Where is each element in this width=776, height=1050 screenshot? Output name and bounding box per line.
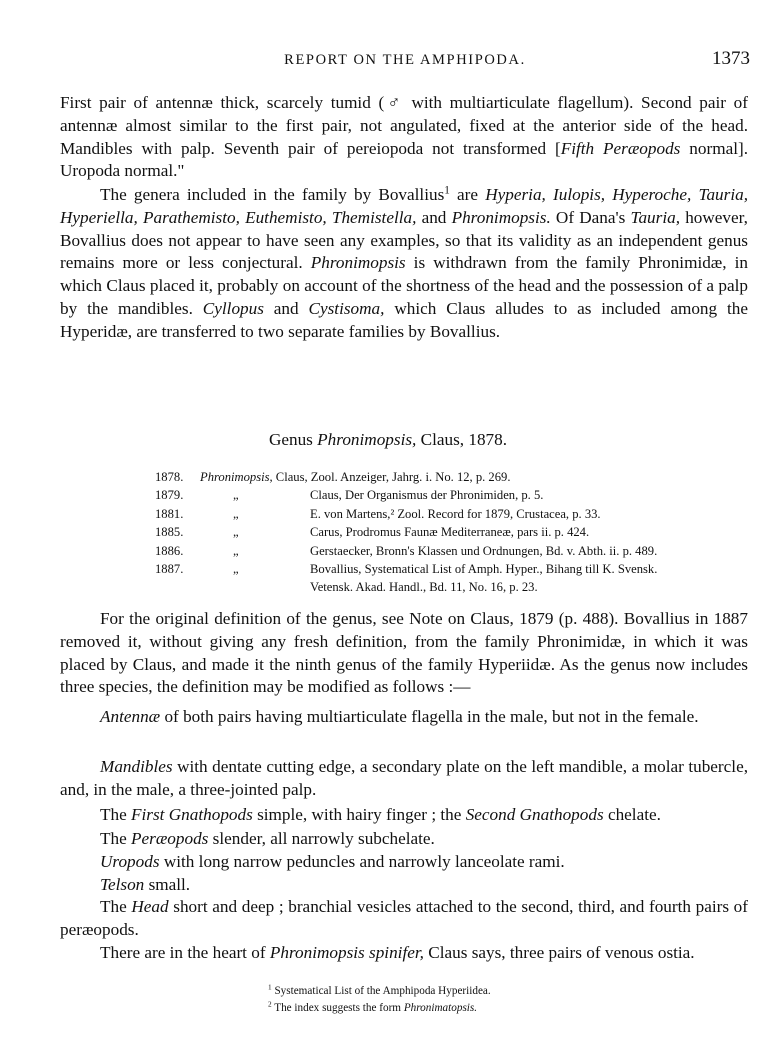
mandibles-paragraph (60, 756, 748, 802)
head-paragraph (60, 896, 748, 942)
synonymy-references (155, 468, 755, 597)
genus-name: Phronimopsis. (451, 207, 551, 227)
ditto-mark: „ (233, 543, 239, 558)
italic-term: Peræopods (131, 829, 209, 848)
species-name: Phronimopsis spinifer, (269, 943, 424, 962)
text-span: with multiarticulate flagellum). Second pair of antennæ almost similar to the first pair, not angulated, fixed at the anterior side of the head. Mandibles with palp. Seventh pair of pereiopoda not transformed [ (60, 93, 748, 158)
genus-name: Tauria, (630, 207, 681, 227)
genus-name: Phronimopsis (310, 253, 406, 273)
italic-term: Mandibles (100, 757, 173, 776)
reference-year: 1878. (155, 470, 184, 484)
reference-year: 1887. (155, 561, 184, 576)
genera-list: Hyperia, Iulopis, Hyperoche, Tauria, Hyperiella, Parathemisto, Euthemisto, Themistella, (60, 185, 748, 227)
footnote-2 (268, 1000, 477, 1017)
ditto-mark: „ (233, 506, 239, 521)
reference-text: Bovallius, Systematical List of Amph. Hyper., Bihang till K. Svensk. (310, 561, 658, 576)
text-span: Claus, 1878. (416, 430, 508, 449)
running-header (60, 48, 750, 74)
reference-row (155, 542, 755, 560)
reference-text: Claus, Der Organismus der Phronimiden, p. 5. (310, 488, 544, 503)
text-span: is withdrawn from the family Phronimidæ, in which Claus placed it, probably on account of the shortness of the head and the possession of a palp by the mandibles. (60, 253, 748, 318)
antennae-paragraph (60, 706, 748, 729)
genus-heading (0, 430, 776, 450)
text-span: small. (144, 875, 191, 894)
text-span: however, Bovallius does not appear to have seen any examples, so that its validity as an independent genus remains more or less conjectural. (60, 207, 748, 273)
text-span: of both pairs having multiarticulate flagella in the male, but not in the female. (160, 707, 699, 726)
text-span: Of Dana's (550, 207, 631, 227)
reference-year: 1886. (155, 543, 184, 558)
footnote-mark: 1 (268, 983, 272, 992)
peraeopods-paragraph (60, 828, 748, 851)
reference-row (155, 468, 755, 486)
ditto-mark: „ (233, 488, 239, 503)
text-span: with dentate cutting edge, a secondary plate on the left mandible, a molar tubercle, and, in the male, a three-jointed palp. (60, 757, 748, 799)
genus-name: Cystisoma, (308, 298, 385, 318)
italic-term: Fifth Peræopods (560, 138, 681, 158)
footnote-ref-1: 1 (444, 184, 450, 197)
reference-year: 1881. (155, 506, 184, 521)
page-number: 1373 (712, 48, 750, 69)
reference-text (200, 468, 510, 486)
text-span: and (416, 207, 452, 227)
text-span: simple, with hairy finger ; the (252, 805, 466, 824)
text-span: Claus says, three pairs of venous ostia. (423, 943, 695, 962)
italic-term: Head (131, 897, 169, 916)
footnote-1 (268, 983, 491, 1000)
text-span: short and deep ; branchial vesicles attached to the second, third, and fourth pairs of peræopods. (60, 897, 748, 939)
reference-text: Gerstaecker, Bronn's Klassen und Ordnungen, Bd. v. Abth. ii. p. 489. (310, 543, 658, 558)
text-span: which Claus alludes to as included among the Hyperidæ, are transferred to two separate families by Bovallius. (60, 298, 748, 341)
text-span: There are in the heart of (100, 943, 270, 962)
footnote-text: The index suggests the form (271, 1002, 404, 1014)
text-span: The (100, 805, 132, 824)
reference-year: 1885. (155, 525, 184, 540)
reference-text: E. von Martens,² Zool. Record for 1879, Crustacea, p. 33. (310, 506, 601, 521)
reference-text: Vetensk. Akad. Handl., Bd. 11, No. 16, p. 23. (310, 580, 538, 595)
text-span: and (263, 298, 309, 318)
italic-term: Antennæ (100, 707, 161, 726)
uropods-paragraph (60, 851, 748, 874)
text-span: normal]. Uropoda normal." (60, 138, 749, 181)
reference-text: Carus, Prodromus Faunæ Mediterraneæ, pars ii. p. 424. (310, 525, 590, 540)
text-span: slender, all narrowly subchelate. (208, 829, 435, 848)
text-span: chelate. (603, 805, 661, 824)
italic-term: Telson (100, 875, 145, 894)
genus-name: Phronimatopsis. (403, 1002, 478, 1014)
definition-intro-paragraph: For the original definition of the genus, see Note on Claus, 1879 (p. 488). Bovallius in 1887 removed it, without giving any fresh definition, from the family Phronimidæ, in which it was placed by Claus, and made it the ninth genus of the family Hyperiidæ. As the genus now includes three species, the definition may be modified as follows :— (60, 609, 748, 697)
genus-name: Phronimopsis, (200, 470, 273, 484)
reference-continuation (155, 578, 755, 596)
telson-paragraph (60, 874, 748, 897)
heart-paragraph (60, 942, 748, 965)
italic-term: Uropods (100, 852, 160, 871)
text-span: First pair of antennæ thick, scarcely tumid ( (60, 93, 385, 112)
text-span: are (449, 185, 486, 204)
reference-row (155, 560, 755, 578)
reference-row (155, 505, 755, 523)
reference-row (155, 523, 755, 541)
reference-row (155, 486, 755, 504)
gnathopods-paragraph (60, 804, 748, 827)
footnote-mark: 2 (268, 1000, 272, 1009)
text-span: The (100, 829, 132, 848)
running-title: REPORT ON THE AMPHIPODA. (284, 52, 526, 68)
genus-name: Phronimopsis, (317, 430, 417, 449)
text-span: with long narrow peduncles and narrowly lanceolate rami. (159, 852, 565, 871)
genera-paragraph (60, 184, 748, 344)
male-symbol: ♂ (384, 93, 404, 112)
genus-name: Cyllopus (202, 298, 264, 318)
text-span: Claus, Zool. Anzeiger, Jahrg. i. No. 12, p. 269. (272, 470, 511, 484)
quoted-definition-paragraph (60, 92, 748, 183)
italic-term: Second Gnathopods (465, 805, 604, 824)
text-span: The genera included in the family by Bovallius (100, 185, 445, 204)
ditto-mark: „ (233, 525, 239, 540)
footnote-text: Systematical List of the Amphipoda Hyperiidea. (271, 985, 491, 997)
text-span: Genus (268, 430, 318, 449)
italic-term: First Gnathopods (131, 805, 253, 824)
reference-year: 1879. (155, 488, 184, 503)
ditto-mark: „ (233, 561, 239, 576)
text-span: The (100, 897, 132, 916)
